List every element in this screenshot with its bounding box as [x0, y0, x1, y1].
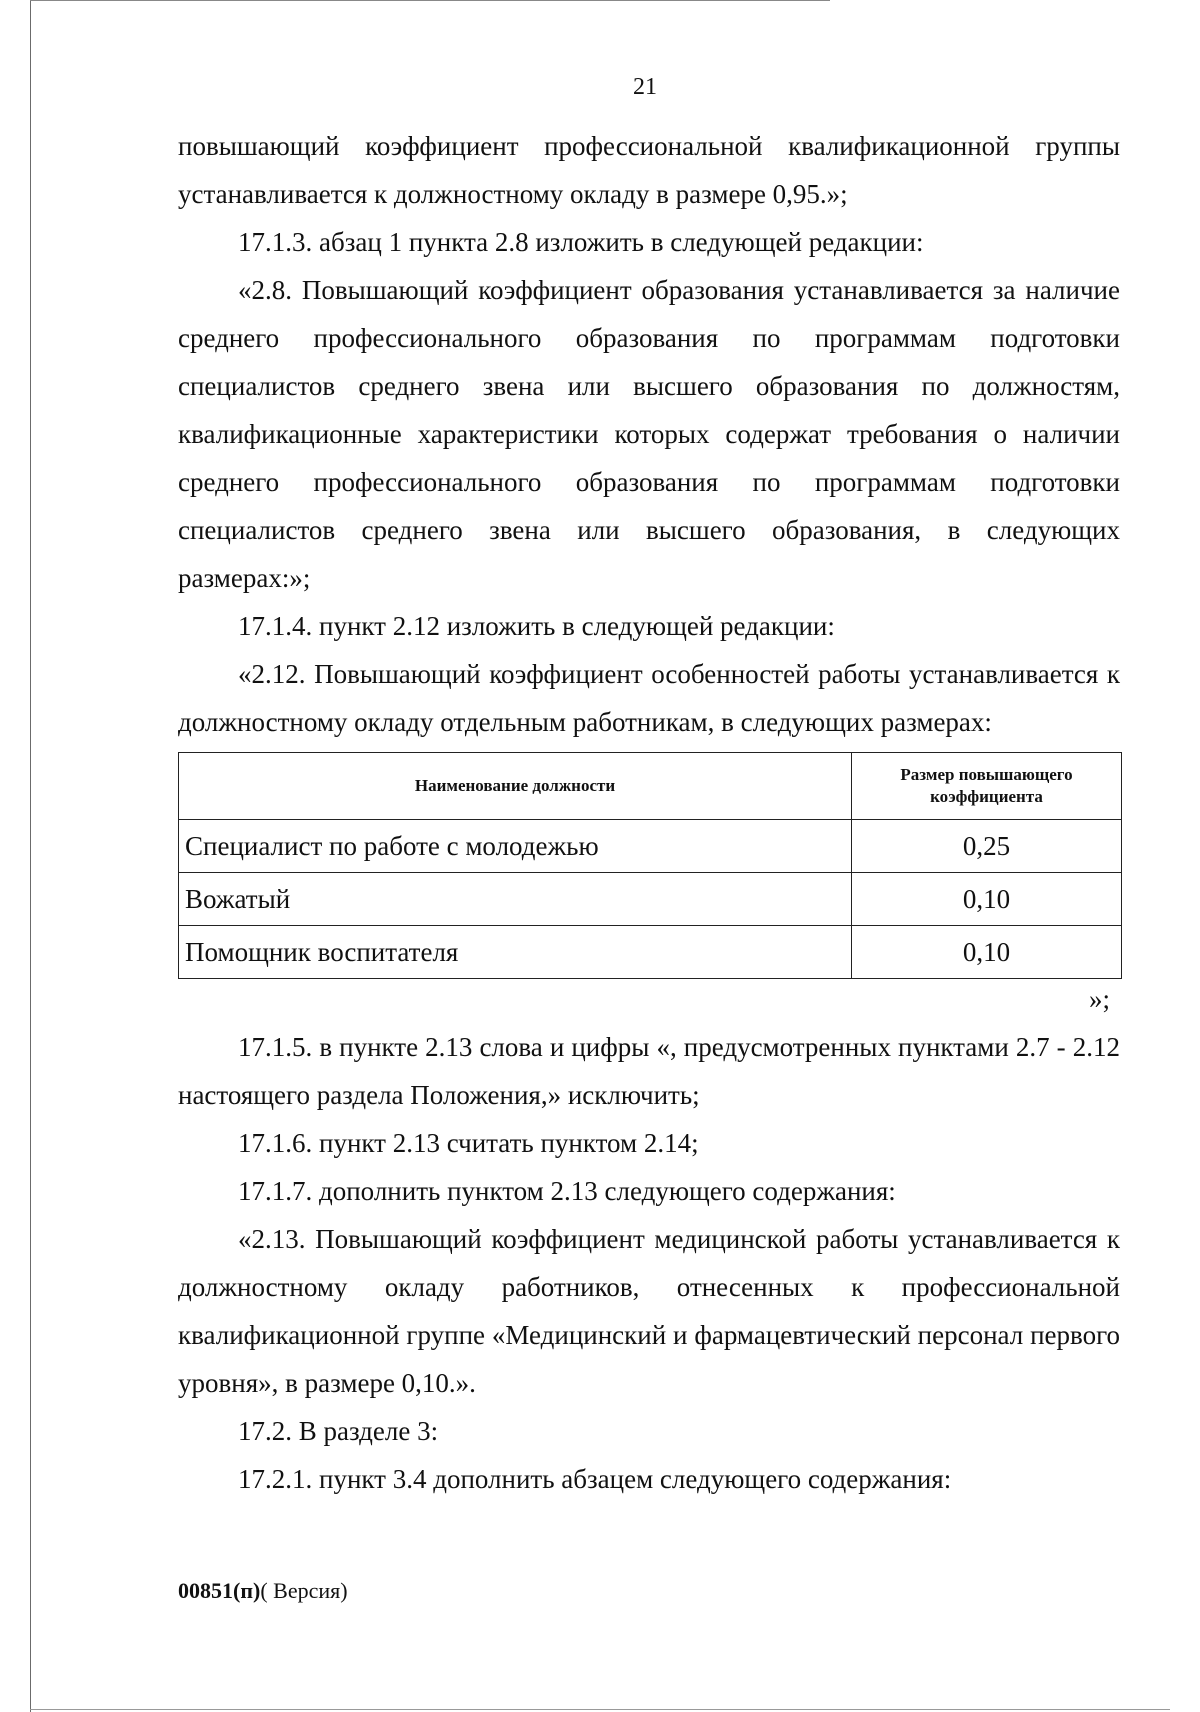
paragraph-coef-group: повышающий коэффициент профессиональной квалификационной группы устанавливается к должностному окладу в размере 0,95.»;: [178, 131, 1120, 209]
cell-coefficient-value: 0,25: [852, 820, 1122, 873]
header-coefficient-size: Размер повышающего коэффициента: [852, 753, 1122, 820]
page-left-edge: [30, 0, 31, 1712]
paragraph-2-12: «2.12. Повышающий коэффициент особенностей работы устанавливается к должностному окладу отдельным работникам, в следующих размерах:: [178, 659, 1120, 737]
document-code: 00851(п): [178, 1578, 261, 1603]
page-bottom-edge: [30, 1709, 1170, 1710]
paragraph-2-8: «2.8. Повышающий коэффициент образования устанавливается за наличие среднего профессионального образования по программам подготовки специалистов среднего звена или высшего образования по должностям, квалификационные характеристики которых содержат требования о наличии среднего профессионального образования по программам подготовки специалистов среднего звена или высшего образования, в следующих размерах:»;: [178, 275, 1120, 593]
coefficient-table: [178, 752, 1122, 979]
page-number: 21: [633, 74, 657, 100]
paragraph-17-1-4: 17.1.4. пункт 2.12 изложить в следующей редакции:: [238, 611, 835, 641]
table-header-row: [179, 753, 1122, 820]
document-body: [178, 122, 1120, 1503]
document-version: ( Версия): [260, 1578, 348, 1603]
paragraph-17-1-5: 17.1.5. в пункте 2.13 слова и цифры «, предусмотренных пунктами 2.7 - 2.12 настоящего раздела Положения,» исключить;: [178, 1032, 1120, 1110]
paragraph-17-1-3: 17.1.3. абзац 1 пункта 2.8 изложить в следующей редакции:: [238, 227, 924, 257]
cell-position-name: Вожатый: [179, 873, 852, 926]
paragraph-17-2-1: 17.2.1. пункт 3.4 дополнить абзацем следующего содержания:: [238, 1464, 952, 1494]
cell-position-name: Специалист по работе с молодежью: [179, 820, 852, 873]
table-closing-quote: »;: [1088, 984, 1110, 1014]
header-position-name: Наименование должности: [179, 753, 852, 820]
table-row: [179, 873, 1122, 926]
page-top-edge: [30, 0, 830, 1]
cell-coefficient-value: 0,10: [852, 873, 1122, 926]
table-row: [179, 820, 1122, 873]
paragraph-17-2: 17.2. В разделе 3:: [238, 1416, 439, 1446]
cell-coefficient-value: 0,10: [852, 926, 1122, 979]
cell-position-name: Помощник воспитателя: [179, 926, 852, 979]
document-footer: [178, 1578, 348, 1604]
coefficient-table-wrapper: [178, 752, 1122, 979]
paragraph-17-1-7: 17.1.7. дополнить пунктом 2.13 следующего содержания:: [238, 1176, 896, 1206]
table-row: [179, 926, 1122, 979]
paragraph-2-13: «2.13. Повышающий коэффициент медицинской работы устанавливается к должностному окладу работников, отнесенных к профессиональной квалификационной группе «Медицинский и фармацевтический персонал первого уровня», в размере 0,10.».: [178, 1224, 1120, 1398]
paragraph-17-1-6: 17.1.6. пункт 2.13 считать пунктом 2.14;: [238, 1128, 699, 1158]
